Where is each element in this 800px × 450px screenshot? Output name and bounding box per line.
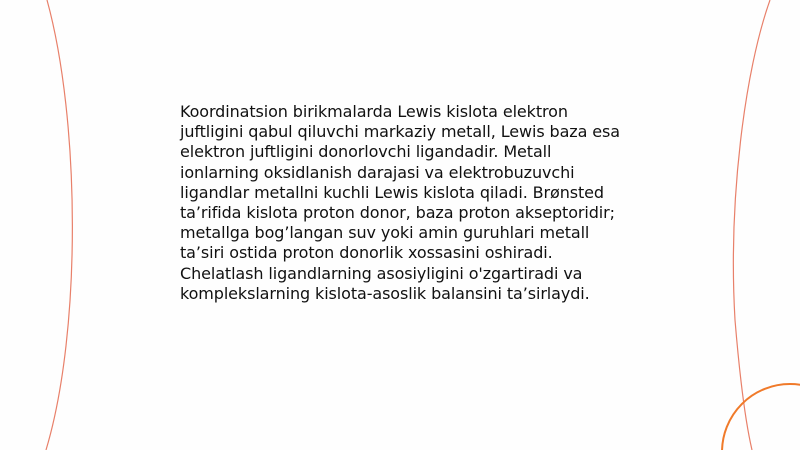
orange-circle	[722, 384, 800, 450]
left-arc	[46, 0, 72, 450]
right-arc	[733, 0, 770, 450]
body-paragraph: Koordinatsion birikmalarda Lewis kislota elektron juftligini qabul qiluvchi markaziy metall, Lewis baza esa elektron juftligini donorlovchi ligandadir. Metall ionlarning oksidlanish darajasi va elektrobuzuvchi ligandlar metallni kuchli Lewis kislota qiladi. Brønsted ta’rifida kislota proton donor, baza proton akseptoridir; metallga bog’langan suv yoki amin guruhlari metall ta’siri ostida proton donorlik xossasini oshiradi. Chelatlash ligandlarning asosiyligini o'zgartiradi va komplekslarning kislota-asoslik balansini ta’sirlaydi.	[180, 102, 620, 303]
